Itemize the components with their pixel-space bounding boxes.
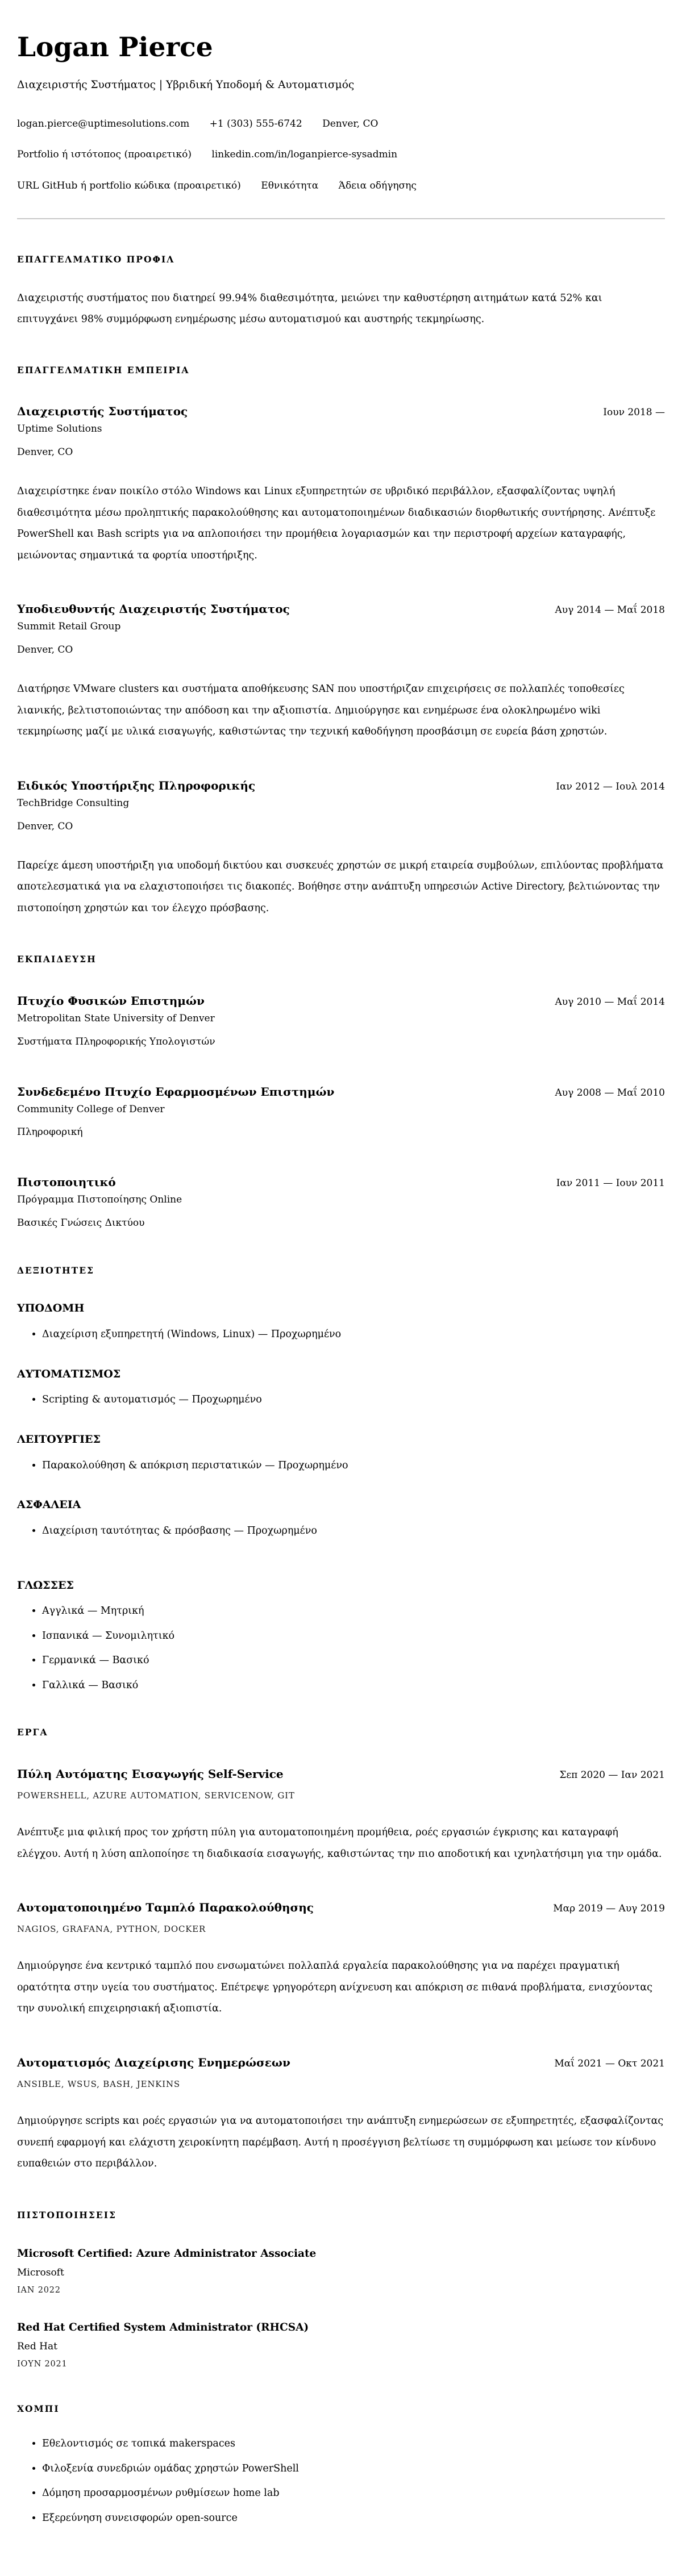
language-list: [17, 1604, 665, 1692]
profile-text: Διαχειριστής συστήματος που διατηρεί 99.94% διαθεσιμότητα, μειώνει την καθυστέρηση αιτημάτων κατά 52% και επιτυγχάνει 98% συμμόρφωση ενημέρωσης μέσω αυτοματισμού και αυστηρής τεκμηρίωσης.: [17, 292, 602, 325]
job-dates: Ιουν 2018 —: [603, 407, 665, 419]
contact-driving-license: Άδεια οδήγησης: [338, 180, 417, 192]
cert-date: ΙΟΥΝ 2021: [17, 2359, 68, 2369]
degree-title: Συνδεδεμένο Πτυχίο Εφαρμοσμένων Επιστημών: [17, 1084, 335, 1099]
education-entry: [17, 1175, 665, 1230]
project-tech: POWERSHELL, AZURE AUTOMATION, SERVICENOW, GIT: [17, 1790, 295, 1801]
section-heading-certifications: ΠΙΣΤΟΠΟΙΗΣΕΙΣ: [17, 2209, 117, 2220]
contact-row-1: [17, 118, 665, 131]
skill-group-heading: ΑΥΤΟΜΑΤΙΣΜΟΣ: [17, 1367, 121, 1380]
job-entry: [17, 602, 665, 742]
resume-name: Logan Pierce: [17, 32, 213, 63]
skill-group-automation: [17, 1368, 665, 1407]
contact-phone: +1 (303) 555-6742: [209, 118, 302, 130]
project-title: Αυτοματισμός Διαχείρισης Ενημερώσεων: [17, 2056, 290, 2070]
education-school: Community College of Denver: [17, 1103, 165, 1115]
contact-linkedin: linkedin.com/in/loganpierce-sysadmin: [211, 149, 398, 161]
languages-block: [17, 1579, 665, 1693]
contact-row-3: [17, 179, 665, 193]
contact-portfolio: Portfolio ή ιστότοπος (προαιρετικό): [17, 149, 192, 161]
job-company: TechBridge Consulting: [17, 797, 130, 809]
section-heading-skills: ΔΕΞΙΟΤΗΤΕΣ: [17, 1264, 94, 1276]
section-heading-profile: ΕΠΑΓΓΕΛΜΑΤΙΚΟ ΠΡΟΦΙΛ: [17, 253, 175, 265]
job-title: Διαχειριστής Συστήματος: [17, 404, 188, 419]
degree-title: Πιστοποιητικό: [17, 1175, 116, 1189]
project-entry: [17, 2055, 665, 2175]
skill-item: • Διαχείριση ταυτότητας & πρόσβασης — Προχωρημένο: [42, 1524, 665, 1538]
education-field: Βασικές Γνώσεις Δικτύου: [17, 1217, 145, 1229]
resume-title: Διαχειριστής Συστήματος | Υβριδική Υποδομή & Αυτοματισμός: [17, 78, 355, 91]
job-company: Summit Retail Group: [17, 621, 121, 633]
project-description: Δημιούργησε scripts και ροές εργασιών για να αυτοματοποιήσει την ανάπτυξη ενημερώσεων σε εξυπηρετητές, εξασφαλίζοντας συνεπή εφαρμογή και ελάχιστη χειροκίνητη παρέμβαση. Αυτή η προσέγγιση βελτίωσε τη συμμόρφωση και μείωσε τον κίνδυνο ευπαθειών στο περιβάλλον.: [17, 2115, 664, 2170]
education-header: [17, 1084, 665, 1099]
language-item: • Αγγλικά — Μητρική: [42, 1604, 665, 1618]
hobby-item: • Εθελοντισμός σε τοπικά makerspaces: [42, 2437, 665, 2451]
skill-item: • Παρακολούθηση & απόκριση περιστατικών — Προχωρημένο: [42, 1459, 665, 1473]
skill-group-security: [17, 1498, 665, 1538]
cert-title: Red Hat Certified System Administrator (RHCSA): [17, 2321, 309, 2333]
skill-list: [17, 1393, 665, 1407]
project-header: [17, 1900, 665, 1915]
project-tech: NAGIOS, GRAFANA, PYTHON, DOCKER: [17, 1924, 206, 1935]
project-entry: [17, 1900, 665, 2020]
skill-group-operations: [17, 1433, 665, 1472]
education-header: [17, 1175, 665, 1189]
project-header: [17, 1767, 665, 1781]
education-dates: Αυγ 2008 — Μαΐ 2010: [555, 1087, 665, 1099]
project-tech: ANSIBLE, WSUS, BASH, JENKINS: [17, 2079, 181, 2090]
cert-issuer: Microsoft: [17, 2266, 64, 2278]
job-location: Denver, CO: [17, 446, 73, 458]
section-heading-hobbies: ΧΟΜΠΙ: [17, 2403, 60, 2414]
project-dates: Μαΐ 2021 — Οκτ 2021: [554, 2058, 665, 2070]
education-school: Metropolitan State University of Denver: [17, 1012, 215, 1024]
certification-entry: [17, 2321, 665, 2369]
cert-date: ΙΑΝ 2022: [17, 2285, 61, 2295]
language-item: • Γαλλικά — Βασικό: [42, 1679, 665, 1693]
degree-title: Πτυχίο Φυσικών Επιστημών: [17, 993, 205, 1008]
hobby-item: • Δόμηση προσαρμοσμένων ρυθμίσεων home lab: [42, 2486, 665, 2500]
skill-group-heading: ΛΕΙΤΟΥΡΓΙΕΣ: [17, 1433, 101, 1446]
project-entry: [17, 1767, 665, 1865]
job-description: Διαχειρίστηκε έναν ποικίλο στόλο Windows και Linux εξυπηρετητών σε υβριδικό περιβάλλον, εξασφαλίζοντας υψηλή διαθεσιμότητα μέσω προληπτικής παρακολούθησης και αυτοματοποιημένων διαδικασιών διορθωτικής συντήρησης. Ανέπτυξε PowerShell και Bash scripts για να απλοποιήσει την προμήθεια λογαριασμών και την περιστροφή αρχείων καταγραφής, μειώνοντας σημαντικά τα φορτία υποστήριξης.: [17, 485, 656, 561]
project-description: Ανέπτυξε μια φιλική προς τον χρήστη πύλη για αυτοματοποιημένη προμήθεια, ροές εργασιών έγκρισης και καταγραφή ελέγχου. Αυτή η λύση απλοποίησε τη διαδικασία εισαγωγής, καθιστώντας την πιο αποδοτική και ιχνηλατήσιμη για την ομάδα.: [17, 1826, 662, 1860]
skill-group-heading: ΑΣΦΑΛΕΙΑ: [17, 1498, 81, 1512]
contact-location: Denver, CO: [322, 118, 379, 130]
skill-group-heading: ΥΠΟΔΟΜΗ: [17, 1302, 85, 1315]
skill-group-infrastructure: [17, 1302, 665, 1341]
contact-row-2: [17, 148, 665, 162]
education-entry: [17, 993, 665, 1049]
project-title: Αυτοματοποιημένο Ταμπλό Παρακολούθησης: [17, 1901, 314, 1915]
job-title: Ειδικός Υποστήριξης Πληροφορικής: [17, 778, 256, 792]
job-dates: Ιαν 2012 — Ιουλ 2014: [556, 780, 665, 792]
job-dates: Αυγ 2014 — Μαΐ 2018: [555, 604, 665, 616]
job-entry: [17, 778, 665, 919]
skill-list: [17, 1524, 665, 1538]
job-entry: [17, 404, 665, 566]
language-item: • Γερμανικά — Βασικό: [42, 1654, 665, 1668]
skill-list: [17, 1459, 665, 1473]
skill-list: [17, 1327, 665, 1342]
section-heading-education: ΕΚΠΑΙΔΕΥΣΗ: [17, 954, 97, 965]
hobby-item: • Εξερεύνηση συνεισφορών open-source: [42, 2511, 665, 2525]
job-location: Denver, CO: [17, 644, 73, 656]
project-title: Πύλη Αυτόματης Εισαγωγής Self-Service: [17, 1767, 284, 1781]
skill-item: • Scripting & αυτοματισμός — Προχωρημένο: [42, 1393, 665, 1407]
job-header: [17, 602, 665, 616]
language-item: • Ισπανικά — Συνομιλητικό: [42, 1629, 665, 1643]
education-school: Πρόγραμμα Πιστοποίησης Online: [17, 1194, 182, 1206]
header-divider: [17, 218, 665, 219]
education-dates: Αυγ 2010 — Μαΐ 2014: [555, 996, 665, 1008]
section-heading-projects: ΕΡΓΑ: [17, 1727, 48, 1738]
project-dates: Μαρ 2019 — Αυγ 2019: [553, 1903, 665, 1915]
section-heading-experience: ΕΠΑΓΓΕΛΜΑΤΙΚΗ ΕΜΠΕΙΡΙΑ: [17, 364, 190, 375]
job-description: Διατήρησε VMware clusters και συστήματα αποθήκευσης SAN που υποστήριζαν επιχειρήσεις σε πολλαπλές τοποθεσίες λιανικής, βελτιστοποιώντας την απόδοση και την αξιοπιστία. Δημιούργησε και ενημέρωσε ένα ολοκληρωμένο wiki τεκμηρίωσης μαζί με υλικά εισαγωγής, καθιστώντας την τεχνική καθοδήγηση προσβάσιμη σε ευρεία βάση χρηστών.: [17, 683, 625, 738]
education-dates: Ιαν 2011 — Ιουν 2011: [556, 1178, 665, 1189]
contact-github: URL GitHub ή portfolio κώδικα (προαιρετικό): [17, 180, 241, 192]
job-description: Παρείχε άμεση υποστήριξη για υποδομή δικτύου και συσκευές χρηστών σε μικρή εταιρεία συμβούλων, επιλύοντας προβλήματα αποτελεσματικά για να ελαχιστοποιήσει τις διακοπές. Βοήθησε στην ανάπτυξη υπηρεσιών Active Directory, βελτιώνοντας την πιστοποίηση χρηστών και τον έλεγχο πρόσβασης.: [17, 859, 664, 914]
job-company: Uptime Solutions: [17, 423, 102, 435]
skill-item: • Διαχείριση εξυπηρετητή (Windows, Linux) — Προχωρημένο: [42, 1327, 665, 1342]
education-field: Πληροφορική: [17, 1126, 83, 1138]
job-location: Denver, CO: [17, 820, 73, 832]
job-title: Υποδιευθυντής Διαχειριστής Συστήματος: [17, 602, 290, 616]
job-header: [17, 404, 665, 419]
education-field: Συστήματα Πληροφορικής Υπολογιστών: [17, 1036, 215, 1047]
hobby-list: [17, 2437, 665, 2525]
education-header: [17, 993, 665, 1008]
project-description: Δημιούργησε ένα κεντρικό ταμπλό που ενσωματώνει πολλαπλά εργαλεία παρακολούθησης για να παρέχει πραγματική ορατότητα στην υγεία του συστήματος. Επέτρεψε γρηγορότερη ανίχνευση και απόκριση σε πιθανά προβλήματα, ενισχύοντας την συνολική επιχειρησιακή αξιοπιστία.: [17, 1960, 652, 2015]
hobby-item: • Φιλοξενία συνεδριών ομάδας χρηστών PowerShell: [42, 2462, 665, 2476]
education-entry: [17, 1084, 665, 1140]
cert-issuer: Red Hat: [17, 2340, 57, 2352]
contact-nationality: Εθνικότητα: [261, 180, 319, 192]
project-header: [17, 2055, 665, 2070]
languages-heading: ΓΛΩΣΣΕΣ: [17, 1579, 74, 1592]
project-dates: Σεπ 2020 — Ιαν 2021: [559, 1769, 665, 1781]
cert-title: Microsoft Certified: Azure Administrator Associate: [17, 2247, 317, 2260]
contact-email: logan.pierce@uptimesolutions.com: [17, 118, 190, 130]
certification-entry: [17, 2247, 665, 2295]
job-header: [17, 778, 665, 793]
